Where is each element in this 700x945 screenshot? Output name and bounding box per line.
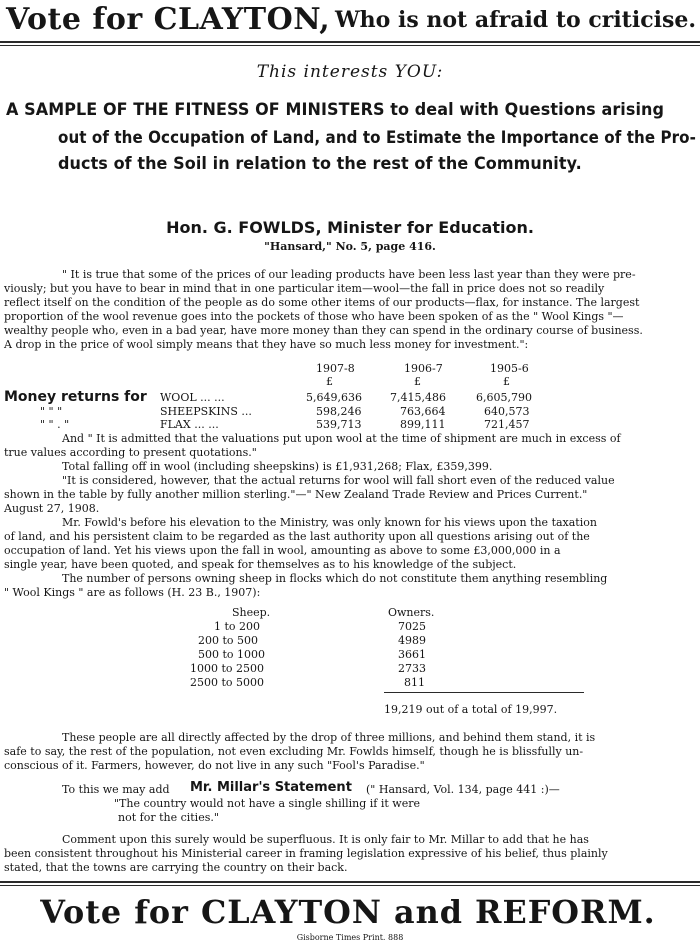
money-returns-label: Money returns for <box>4 389 147 405</box>
sheep-range: 200 to 500 <box>198 634 259 647</box>
sheep-range: 500 to 1000 <box>198 648 266 661</box>
currency-mark: £ <box>326 375 333 388</box>
subhead: This interests YOU: <box>256 62 444 82</box>
body-line: of land, and his persistent claim to be regarded as the last authority upon all questions arising out of the <box>4 530 590 543</box>
returns-value: 5,649,636 <box>306 391 362 404</box>
body-line: These people are all directly affected by the drop of three millions, and behind them stand, it is <box>62 731 596 744</box>
header-rule-thin <box>0 45 700 46</box>
footer-rule-thin <box>0 885 700 886</box>
year-header: 1906-7 <box>404 362 443 375</box>
sample-line: A SAMPLE OF THE FITNESS OF MINISTERS to deal with Questions arising <box>6 100 665 120</box>
millar-title: Mr. Millar's Statement <box>190 780 352 795</box>
quote-line: proportion of the wool revenue goes into the pockets of those who have been spoken of as the " Wool Kings "— <box>4 310 624 323</box>
hansard-reference: "Hansard," No. 5, page 416. <box>264 240 436 253</box>
body-line: August 27, 1908. <box>4 502 100 515</box>
millar-intro: To this we may add <box>62 783 170 796</box>
sample-line: ducts of the Soil in relation to the rest of the Community. <box>58 154 582 174</box>
body-line: shown in the table by fully another million sterling."—" New Zealand Trade Review and Prices Current." <box>4 488 588 501</box>
body-line: true values according to present quotations." <box>4 446 257 459</box>
year-header: 1905-6 <box>490 362 529 375</box>
quote-line: wealthy people who, even in a bad year, have more money than they can spend in the ordinary course of business. <box>4 324 643 337</box>
body-line: occupation of land. Yet his views upon the fall in wool, amounting as above to some £3,000,000 in a <box>4 544 561 557</box>
header-title: Vote for CLAYTON, <box>6 2 331 37</box>
returns-item: FLAX ... ... <box>160 418 219 431</box>
returns-value: 721,457 <box>484 418 530 431</box>
returns-value: 899,111 <box>400 418 446 431</box>
body-line: Total falling off in wool (including sheepskins) is £1,931,268; Flax, £359,399. <box>62 460 493 473</box>
millar-quote: "The country would not have a single shilling if it were <box>114 797 421 810</box>
returns-item: SHEEPSKINS ... <box>160 405 252 418</box>
returns-value: 6,605,790 <box>476 391 532 404</box>
owners-count: 811 <box>404 676 425 689</box>
returns-item: WOOL ... ... <box>160 391 225 404</box>
body-line: safe to say, the rest of the population, not even excluding Mr. Fowlds himself, though he is blissfully un- <box>4 745 584 758</box>
quote-line: " It is true that some of the prices of our leading products have been less last year than they were pre- <box>62 268 636 281</box>
body-line: conscious of it. Farmers, however, do not live in any such "Fool's Paradise." <box>4 759 425 772</box>
body-line: been consistent throughout his Ministerial career in framing legislation expressive of his belief, thus plainly <box>4 847 608 860</box>
returns-value: 763,664 <box>400 405 446 418</box>
returns-value: 640,573 <box>484 405 530 418</box>
printer-imprint: Gisborne Times Print. 888 <box>296 933 404 942</box>
sample-line: out of the Occupation of Land, and to Estimate the Importance of the Pro- <box>58 128 696 148</box>
currency-mark: £ <box>414 375 421 388</box>
sheep-range: 2500 to 5000 <box>190 676 265 689</box>
body-line: The number of persons owning sheep in flocks which do not constitute them anything resembling <box>62 572 608 585</box>
currency-mark: £ <box>503 375 510 388</box>
quote-line: A drop in the price of wool simply means that they have so much less money for investment.": <box>4 338 529 351</box>
body-line: single year, have been quoted, and speak for themselves as to his knowledge of the subject. <box>4 558 517 571</box>
total-rule <box>384 692 584 693</box>
quote-line: reflect itself on the condition of the people as do some other items of our products—flax, for instance. The largest <box>4 296 640 309</box>
owners-count: 7025 <box>398 620 426 633</box>
footer-slogan: Vote for CLAYTON and REFORM. <box>40 893 656 931</box>
returns-value: 539,713 <box>316 418 362 431</box>
owners-header: Owners. <box>388 606 435 619</box>
returns-value: 598,246 <box>316 405 362 418</box>
footer-rule <box>0 881 700 883</box>
owners-total: 19,219 out of a total of 19,997. <box>384 703 558 716</box>
quote-line: viously; but you have to bear in mind that in one particular item—wool—the fall in price does not so readily <box>4 282 605 295</box>
body-line: "It is considered, however, that the actual returns for wool will fall short even of the reduced value <box>62 474 615 487</box>
sheep-header: Sheep. <box>232 606 271 619</box>
owners-count: 4989 <box>398 634 426 647</box>
body-line: And " It is admitted that the valuations put upon wool at the time of shipment are much in excess of <box>62 432 621 445</box>
owners-count: 3661 <box>398 648 426 661</box>
year-header: 1907-8 <box>316 362 355 375</box>
sheep-range: 1 to 200 <box>214 620 261 633</box>
body-line: " Wool Kings " are as follows (H. 23 B., 1907): <box>4 586 261 599</box>
owners-count: 2733 <box>398 662 426 675</box>
sheep-range: 1000 to 2500 <box>190 662 265 675</box>
millar-quote: not for the cities." <box>118 811 219 824</box>
returns-value: 7,415,486 <box>390 391 446 404</box>
ditto-marks: " " . " <box>40 418 70 431</box>
body-line: Comment upon this surely would be superfluous. It is only fair to Mr. Millar to add that he has <box>62 833 589 846</box>
millar-reference: (" Hansard, Vol. 134, page 441 :)— <box>366 783 560 796</box>
ditto-marks: " " " <box>40 405 63 418</box>
body-line: stated, that the towns are carrying the country on their back. <box>4 861 348 874</box>
header-tagline: Who is not afraid to criticise. <box>334 7 696 33</box>
header-rule <box>0 41 700 43</box>
minister-heading: Hon. G. FOWLDS, Minister for Education. <box>166 218 534 237</box>
body-line: Mr. Fowld's before his elevation to the Ministry, was only known for his views upon the taxation <box>62 516 597 529</box>
